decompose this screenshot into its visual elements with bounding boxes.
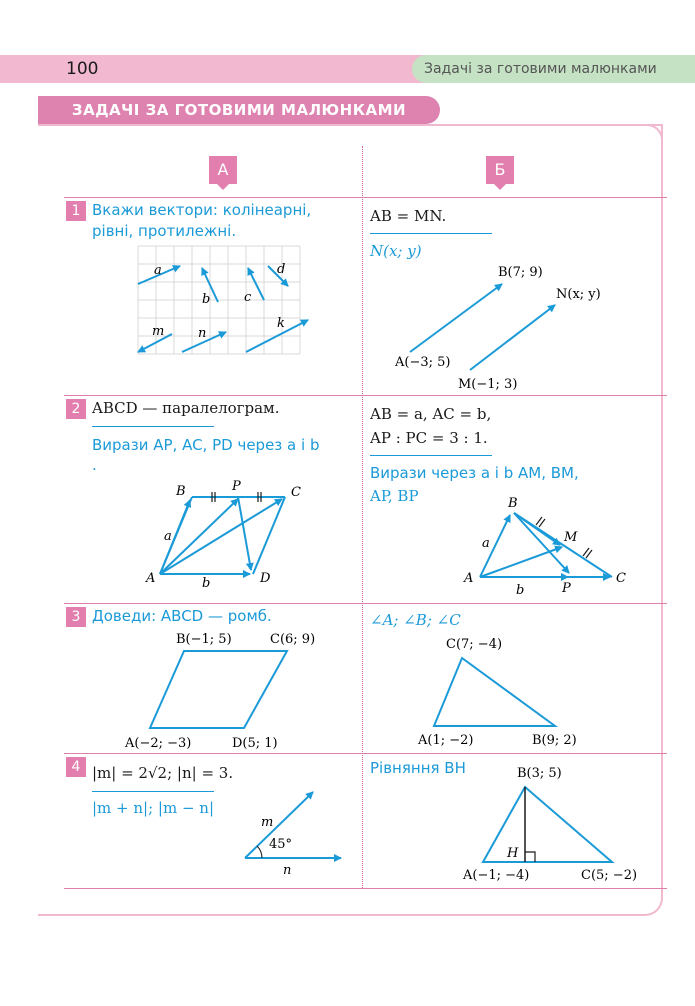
svg-text:C: C (616, 571, 626, 586)
triangle-abc-figure (410, 630, 610, 753)
column-divider (362, 146, 363, 888)
separator (370, 455, 492, 456)
svg-text:b: b (516, 583, 525, 598)
svg-text:a: a (164, 529, 172, 544)
svg-text:k: k (277, 316, 285, 331)
svg-text:n: n (198, 326, 207, 341)
svg-text:m: m (261, 815, 274, 830)
svg-text:B(3; 5): B(3; 5) (517, 766, 562, 781)
page-number: 100 (66, 59, 99, 79)
svg-text:c: c (244, 290, 252, 305)
task-text: Вирази через a і b AM, BM, (370, 464, 579, 482)
banner-title: ЗАДАЧІ ЗА ГОТОВИМИ МАЛЮНКАМИ (38, 96, 440, 124)
svg-text:D(5; 1): D(5; 1) (232, 736, 278, 751)
task-number: 4 (66, 757, 86, 777)
row-divider (64, 197, 667, 198)
svg-text:a: a (154, 263, 162, 278)
row-divider (64, 395, 667, 396)
triangle-vectors-figure (460, 493, 635, 601)
svg-text:M: M (564, 530, 578, 545)
svg-text:b: b (202, 576, 211, 591)
section-title: Задачі за готовими малюнками (424, 61, 657, 77)
svg-text:a: a (482, 536, 490, 551)
row-divider (64, 888, 667, 889)
svg-text:A(1; −2): A(1; −2) (418, 733, 474, 748)
content-frame-corner (440, 124, 663, 154)
svg-text:B: B (176, 484, 186, 499)
task-number: 2 (66, 399, 86, 419)
svg-text:N(x; y): N(x; y) (556, 287, 601, 302)
svg-text:A: A (464, 571, 474, 586)
svg-text:H: H (507, 846, 519, 861)
svg-text:45°: 45° (269, 837, 293, 852)
separator (370, 233, 492, 234)
column-a-header: А (209, 156, 237, 184)
task-number: 1 (66, 201, 86, 221)
task-text: AP, BP (370, 487, 419, 505)
task-text: ∠A; ∠B; ∠C (370, 611, 461, 629)
svg-text:m: m (152, 324, 165, 339)
given-text: AB = MN. (370, 207, 447, 225)
svg-text:C(5; −2): C(5; −2) (581, 868, 638, 883)
svg-text:C(6; 9): C(6; 9) (270, 632, 316, 647)
svg-text:B(7; 9): B(7; 9) (498, 265, 543, 280)
svg-text:C(7; −4): C(7; −4) (446, 637, 503, 652)
column-b-header: Б (486, 156, 514, 184)
svg-text:M(−1; 3): M(−1; 3) (458, 377, 518, 392)
task-text: Доведи: ABCD — ромб. (92, 607, 272, 625)
parallel-vectors-figure (390, 260, 620, 395)
task-text: N(x; y) (370, 242, 422, 260)
task-text: Вкажи вектори: колінеарні, рівні, протилежні. (92, 201, 312, 240)
vector-grid-figure (130, 240, 315, 358)
svg-text:d: d (277, 262, 286, 277)
triangle-altitude-figure (455, 760, 650, 886)
row-divider (64, 603, 667, 604)
given-text: ABCD — паралелограм. (92, 399, 280, 417)
task-text: |m + n|; |m − n| (92, 799, 215, 817)
svg-text:B(9; 2): B(9; 2) (532, 733, 577, 748)
svg-text:A: A (146, 571, 156, 586)
separator (92, 426, 214, 427)
task-text: Рівняння BH (370, 759, 466, 777)
svg-text:A(−2; −3): A(−2; −3) (125, 736, 192, 751)
separator (92, 791, 214, 792)
rhombus-figure (120, 628, 345, 753)
svg-text:B(−1; 5): B(−1; 5) (176, 632, 232, 647)
row-divider (64, 753, 667, 754)
svg-text:C: C (291, 485, 301, 500)
task-number: 3 (66, 607, 86, 627)
svg-text:P: P (232, 479, 241, 494)
given-text: |m| = 2√2; |n| = 3. (92, 764, 234, 782)
svg-text:P: P (562, 581, 571, 596)
task-text-dot: . (92, 456, 97, 474)
svg-text:A(−1; −4): A(−1; −4) (463, 868, 530, 883)
svg-text:n: n (283, 863, 292, 878)
parallelogram-figure (140, 477, 315, 592)
angle-vectors-figure (225, 782, 355, 880)
svg-text:b: b (202, 292, 211, 307)
given-text: AB = a, AC = b, (370, 405, 492, 423)
svg-text:A(−3; 5): A(−3; 5) (395, 355, 451, 370)
task-text: Вирази AP, AC, PD через a і b (92, 436, 320, 454)
given-text: AP : PC = 3 : 1. (370, 429, 488, 447)
svg-text:D: D (260, 571, 271, 586)
svg-text:B: B (508, 496, 518, 511)
